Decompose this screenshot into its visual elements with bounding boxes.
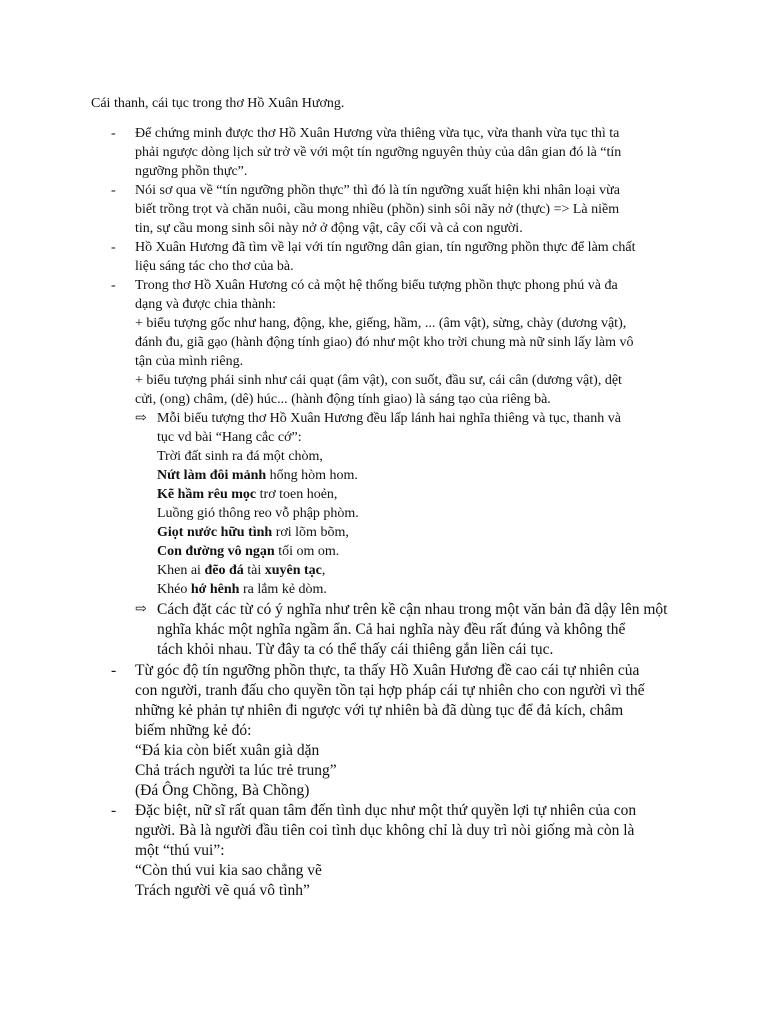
arrow-line: tách khỏi nhau. Từ đây ta có thể thấy cái thiêng gắn liền cái tục. [157,641,554,658]
bullet-line: liệu sáng tác cho thơ của bà. [135,259,294,274]
quote-source: (Đá Ông Chồng, Bà Chồng) [135,782,310,799]
bullet-line: ngưỡng phồn thực”. [135,164,248,179]
arrow-item-2 [135,600,685,660]
bullet-line: Nói sơ qua về “tín ngưỡng phồn thực” thì đó là tín ngưỡng xuất hiện khi nhân loại vừa [135,183,620,198]
bullet-line: Đặc biệt, nữ sĩ rất quan tâm đến tình dục như một thứ quyền lợi tự nhiên của con [135,802,637,819]
poem-line: Kẽ hầm rêu mọc trơ toen hoẻn, [157,487,338,502]
bullet-line: Hồ Xuân Hương đã tìm về lại với tín ngưỡng dân gian, tín ngưỡng phồn thực để làm chất [135,240,636,255]
bullet-line: + biểu tượng phái sinh như cái quạt (âm vật), con suốt, đầu sư, cái cân (dương vật), dệt [135,373,622,388]
bullet-line: những kẻ phản tự nhiên đi ngược với tự nhiên bà đã dùng tục để đả kích, châm [135,702,624,719]
quote-line: “Đá kia còn biết xuân già dặn [135,742,320,759]
arrow-line: tục vd bài “Hang cắc cớ”: [157,430,302,445]
bullet-line: phải ngược dòng lịch sử trở về với một tín ngưỡng nguyên thủy của dân gian đó là “tín [135,145,622,160]
poem-line: Con đường vô ngạn tối om om. [157,544,340,559]
bullet-item-3 [111,238,685,276]
bullet-line: biết trồng trọt và chăn nuôi, cầu mong nhiều (phồn) sinh sôi nãy nở (thực) => Là niềm [135,202,620,217]
bullet-line: người. Bà là người đầu tiên coi tình dục không chỉ là duy trì nòi giống mà còn là [135,822,635,839]
bullet-line: Từ góc độ tín ngưỡng phồn thực, ta thấy Hồ Xuân Hương đề cao cái tự nhiên của [135,662,640,679]
quote-line: Trách người vẽ quá vô tình” [135,882,310,899]
bullet-dash: - [111,240,116,255]
arrow-line: Mỗi biểu tượng thơ Hồ Xuân Hương đều lấp lánh hai nghĩa thiêng và tục, thanh và [157,411,621,426]
poem [157,447,685,599]
bullet-line: con người, tranh đấu cho quyền tồn tại hợp pháp cái tự nhiên cho con người vì thế [135,682,645,699]
poem-line: Trời đất sinh ra đá một chòm, [157,449,323,464]
bullet-line: tin, sự cầu mong sinh sôi này nở ở động vật, cây cối và cả con người. [135,221,523,236]
bullet-dash: - [111,662,117,679]
bullet-dash: - [111,802,117,819]
bullet-dash: - [111,278,116,293]
bullet-line: dạng và được chia thành: [135,297,276,312]
bullet-line: Trong thơ Hồ Xuân Hương có cả một hệ thống biểu tượng phồn thực phong phú và đa [135,278,618,293]
quote-line: “Còn thú vui kia sao chẳng vẽ [135,862,322,879]
bullet-item-4 [111,276,685,660]
poem-line: Khéo hớ hênh ra lắm kẻ dòm. [157,582,327,597]
arrow-line: nghĩa khác một nghĩa ngầm ẩn. Cả hai nghĩa này đều rất đúng và không thể [157,621,626,638]
bullet-line: đánh đu, giã gạo (hành động tính giao) đó như một kho trời chung mà nữ sinh lấy làm vô [135,335,634,350]
bullet-dash: - [111,126,116,141]
bullet-line: một “thú vui”: [135,842,225,859]
bullet-item-5 [111,661,685,801]
arrow-right-icon: ⇨ [135,602,147,617]
poem-line: Giọt nước hữu tình rơi lõm bõm, [157,525,349,540]
arrow-right-icon: ⇨ [135,411,147,426]
bullet-item-6 [111,801,685,901]
poem-line: Khen ai đẽo đá tài xuyên tạc, [157,563,326,578]
arrow-item-1 [135,409,685,599]
bullet-line: Để chứng minh được thơ Hồ Xuân Hương vừa thiêng vừa tục, vừa thanh vừa tục thì ta [135,126,620,141]
bullet-line: + biểu tượng gốc như hang, động, khe, giếng, hầm, ... (âm vật), sừng, chày (dương vật), [135,316,627,331]
bullet-line: biếm những kẻ đó: [135,722,252,739]
bullet-item-1 [111,124,685,181]
quote-line: Chả trách người ta lúc trẻ trung” [135,762,337,779]
poem-line: Nứt làm đôi mảnh hổng hòm hom. [157,468,358,483]
bullet-line: tận của mình riêng. [135,354,244,369]
document-title: Cái thanh, cái tục trong thơ Hồ Xuân Hương. [91,96,345,111]
bullet-dash: - [111,183,116,198]
arrow-line: Cách đặt các từ có ý nghĩa như trên kề cận nhau trong một văn bản đã dậy lên một [157,601,668,618]
bullet-list [111,124,685,901]
bullet-line: cửi, (ong) châm, (dê) húc... (hành động tính giao) là sáng tạo của riêng bà. [135,392,551,407]
poem-line: Luồng gió thông reo vỗ phập phòm. [157,506,359,521]
bullet-item-2 [111,181,685,238]
